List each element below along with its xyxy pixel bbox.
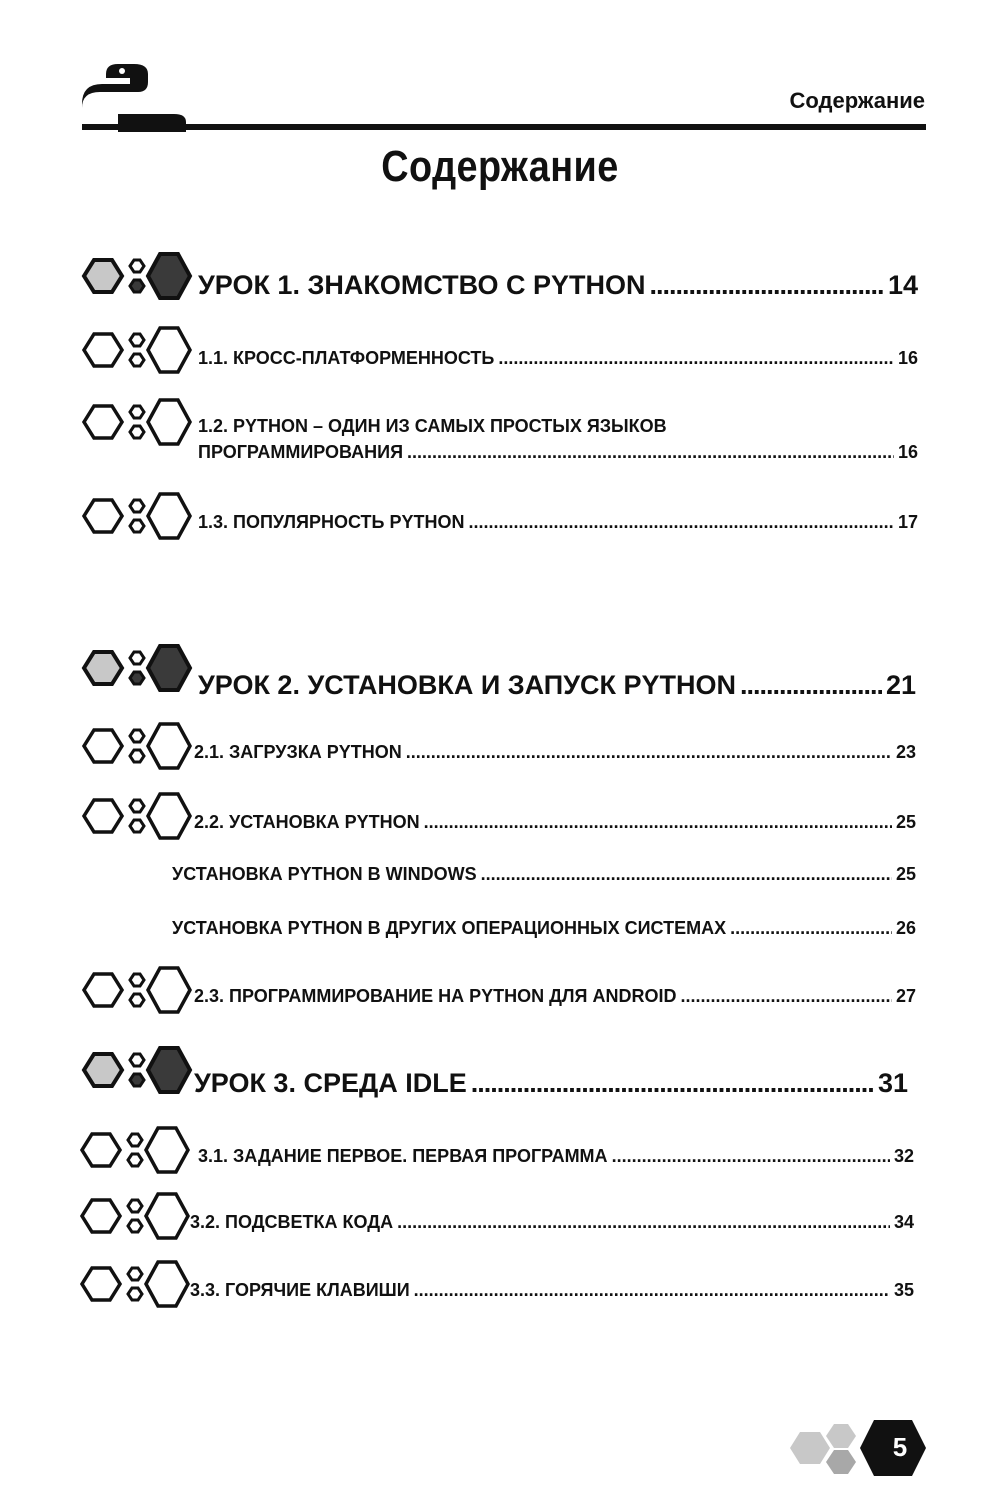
toc-entry-page: 31 bbox=[877, 1068, 908, 1098]
toc-leader-dots bbox=[414, 1280, 890, 1301]
hexagon-cluster-outline-icon bbox=[76, 1122, 192, 1178]
toc-entry-label: 2.3. ПРОГРАММИРОВАНИЕ НА PYTHON ДЛЯ ANDROID bbox=[194, 986, 677, 1006]
toc-entry-label: УСТАНОВКА PYTHON В ДРУГИХ ОПЕРАЦИОННЫХ СИСТЕМАХ bbox=[172, 918, 727, 938]
toc-entry-label: УРОК 3. СРЕДА IDLE bbox=[194, 1068, 467, 1098]
toc-entry-label: 2.1. ЗАГРУЗКА PYTHON bbox=[194, 742, 402, 762]
toc-leader-dots bbox=[740, 670, 882, 701]
toc-entry-1-1[interactable] bbox=[198, 348, 918, 369]
hexagon-cluster-outline-icon bbox=[78, 322, 194, 378]
hexagon-cluster-icon bbox=[78, 1042, 194, 1098]
toc-leader-dots bbox=[650, 270, 884, 301]
toc-entry-label: УРОК 1. ЗНАКОМСТВО С PYTHON bbox=[198, 270, 646, 300]
toc-entry-label: УСТАНОВКА PYTHON В WINDOWS bbox=[172, 864, 477, 884]
hexagon-cluster-outline-icon bbox=[76, 1256, 192, 1312]
toc-entry-page: 32 bbox=[893, 1146, 914, 1166]
toc-entry-2-2-windows[interactable] bbox=[172, 864, 916, 885]
toc-entry-label: 3.2. ПОДСВЕТКА КОДА bbox=[190, 1212, 394, 1232]
toc-entry-1-3[interactable] bbox=[198, 512, 918, 533]
toc-entry-page: 17 bbox=[897, 512, 918, 532]
toc-leader-dots bbox=[424, 812, 892, 833]
toc-entry-page: 26 bbox=[895, 918, 916, 938]
toc-entry-label: 3.3. ГОРЯЧИЕ КЛАВИШИ bbox=[190, 1280, 410, 1300]
toc-entry-2-2[interactable] bbox=[194, 812, 916, 833]
hexagon-cluster-outline-icon bbox=[78, 962, 194, 1018]
toc-entry-label: 1.3. ПОПУЛЯРНОСТЬ PYTHON bbox=[198, 512, 465, 532]
hexagon-cluster-outline-icon bbox=[78, 394, 194, 450]
toc-leader-dots bbox=[468, 512, 893, 533]
toc-entry-page: 25 bbox=[895, 812, 916, 832]
toc-entry-page: 16 bbox=[897, 348, 918, 368]
toc-entry-label: УРОК 2. УСТАНОВКА И ЗАПУСК PYTHON bbox=[198, 670, 736, 700]
toc-entry-2-3[interactable] bbox=[194, 986, 916, 1007]
toc-leader-dots bbox=[407, 442, 894, 463]
toc-entry-page: 35 bbox=[893, 1280, 914, 1300]
hexagon-cluster-icon bbox=[78, 640, 194, 696]
hexagon-cluster-outline-icon bbox=[78, 488, 194, 544]
toc-entry-3-1[interactable] bbox=[198, 1146, 914, 1167]
toc-entry-page: 14 bbox=[887, 270, 918, 300]
toc-entry-label: ПРОГРАММИРОВАНИЯ bbox=[198, 442, 404, 462]
toc-entry-1-2[interactable] bbox=[198, 442, 918, 463]
toc-leader-dots bbox=[406, 742, 892, 763]
toc-entry-2-2-other-os[interactable] bbox=[172, 918, 916, 939]
toc-entry-1-2-line1[interactable] bbox=[198, 416, 918, 437]
toc-entry-page: 21 bbox=[885, 670, 916, 700]
toc-entry-3-3[interactable] bbox=[190, 1280, 914, 1301]
page-number: 5 bbox=[892, 1432, 908, 1462]
page-title: Содержание bbox=[381, 142, 619, 191]
hexagon-cluster-outline-icon bbox=[76, 1188, 192, 1244]
toc-entry-page: 23 bbox=[895, 742, 916, 762]
toc-entry-3-2[interactable] bbox=[190, 1212, 914, 1233]
toc-leader-dots bbox=[471, 1068, 874, 1099]
toc-entry-lesson-1[interactable] bbox=[198, 270, 918, 301]
toc-entry-page: 34 bbox=[893, 1212, 914, 1232]
toc-entry-page: 27 bbox=[895, 986, 916, 1006]
toc-entry-lesson-3[interactable] bbox=[194, 1068, 908, 1099]
toc-entry-label: 2.2. УСТАНОВКА PYTHON bbox=[194, 812, 420, 832]
header-section-title: Содержание bbox=[789, 88, 925, 113]
toc-entry-label: 1.1. КРОСС-ПЛАТФОРМЕННОСТЬ bbox=[198, 348, 495, 368]
toc-entry-page: 16 bbox=[897, 442, 918, 462]
toc-entry-label: 3.1. ЗАДАНИЕ ПЕРВОЕ. ПЕРВАЯ ПРОГРАММА bbox=[198, 1146, 608, 1166]
toc-entry-page: 25 bbox=[895, 864, 916, 884]
hexagon-cluster-icon bbox=[78, 248, 194, 304]
hexagon-cluster-outline-icon bbox=[78, 718, 194, 774]
toc-leader-dots bbox=[612, 1146, 890, 1167]
toc-entry-label: 1.2. PYTHON – ОДИН ИЗ САМЫХ ПРОСТЫХ ЯЗЫКОВ bbox=[198, 416, 667, 436]
toc-entry-2-1[interactable] bbox=[194, 742, 916, 763]
toc-leader-dots bbox=[681, 986, 892, 1007]
toc-leader-dots bbox=[498, 348, 894, 369]
toc-entry-lesson-2[interactable] bbox=[198, 670, 916, 701]
hexagon-cluster-outline-icon bbox=[78, 788, 194, 844]
toc-leader-dots bbox=[481, 864, 892, 885]
toc-leader-dots bbox=[730, 918, 892, 939]
toc-leader-dots bbox=[397, 1212, 890, 1233]
